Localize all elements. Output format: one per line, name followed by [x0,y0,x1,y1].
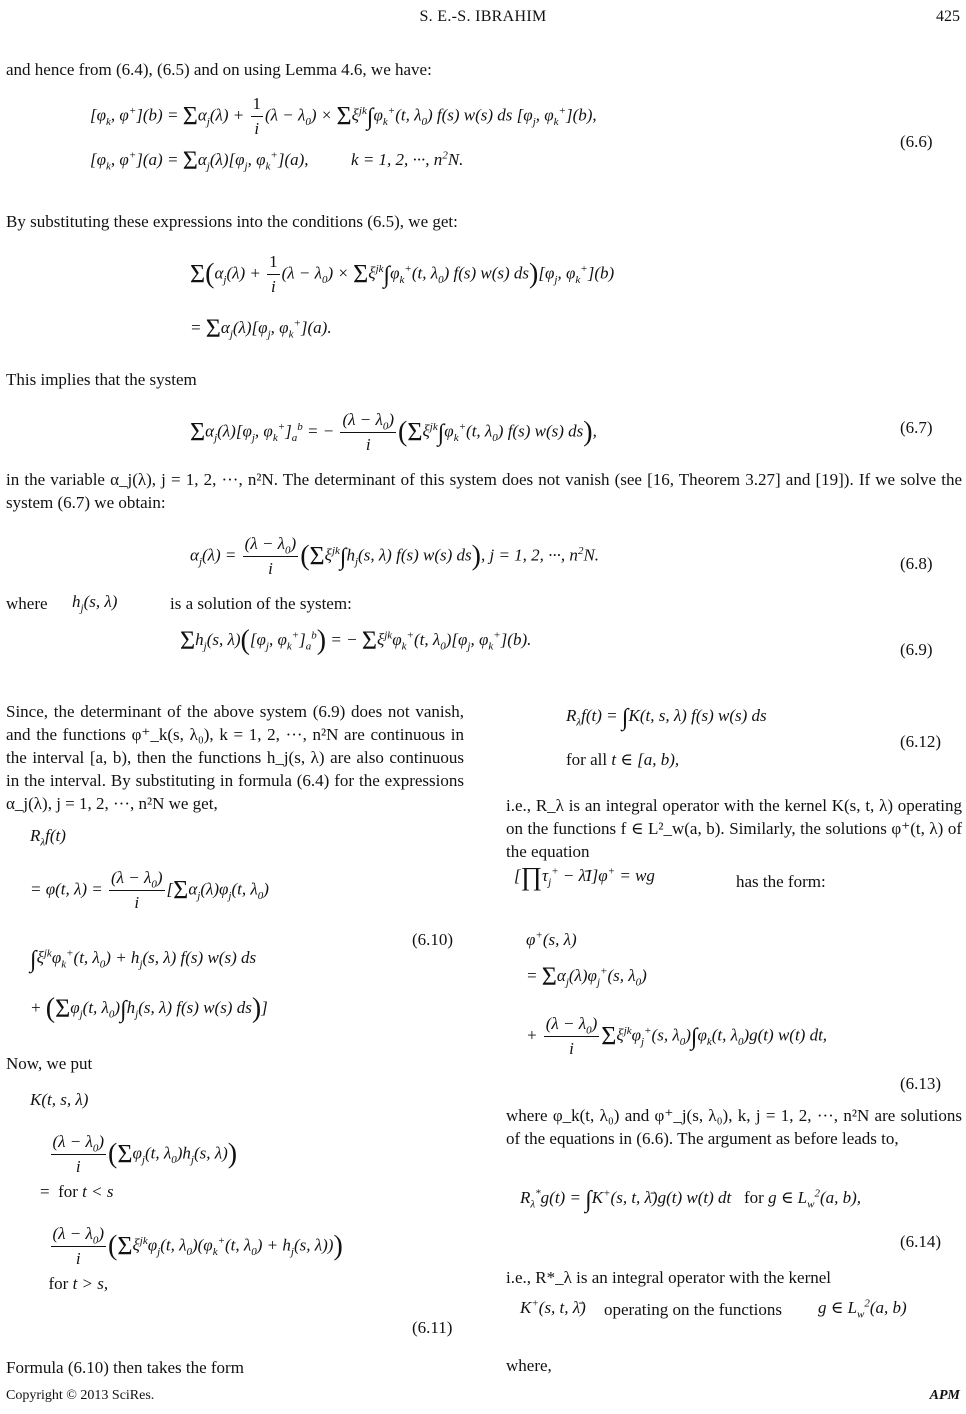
paragraph-implies: This implies that the system [6,370,197,389]
paragraph-integral-operator: i.e., R_λ is an integral operator with the kernel K(s, t, λ) operating on the functions f ∈ L²_w(a, b). Similarly, the solutions φ⁺(t, λ) of the equation [506,796,962,861]
equation-number-6-7: (6.7) [900,418,933,437]
equation-6-13-line-2: = $\Sigma\alpha_j(\lambda)\varphi_j^+(s$, $\lambda_0$) [526,962,647,991]
paragraph-where-label: where [6,594,48,613]
equation-6-9: $\Sigma h_j(s$, $\lambda)([\varphi_j$, $\varphi_k^+]_a^b$) = − $\Sigma\xi^{jk}\varphi_k^+(t$, $\lambda_0)[\varphi_j$, $\varphi_k^+](b)$. [180,625,532,656]
equation-conditions-line-2: = $\Sigma\alpha_j(\lambda)[\varphi_j$, $\varphi_k^+](a)$. [190,314,332,343]
equation-6-11-line-2: $\frac{(\lambda - \lambda_0)}{i}$ ($\Sigma\varphi_j(t$, $\lambda_0)h_j(s$, λ)) [52,1132,238,1176]
equation-conditions-line-1: $\Sigma(\alpha_j(\lambda)$ + $\frac{1}{i}$ $(\lambda - \lambda_0) \times \Sigma\xi^{jk}\int\varphi_k^+(t$, $\lambda_0$) f(s) w(s) $ds)[\varphi_j$, $\varphi_k^+](b)$ [190,252,615,296]
paragraph-where-final: where, [506,1356,552,1375]
inline-g-in-l2: g ∈ $L_w^2(a$, b) [818,1297,907,1321]
equation-6-10-line-3: $\int\xi^{jk}\varphi_k^+(t$, $\lambda_0) + h_j(s$, λ) f(s) w(s) ds [30,947,257,973]
equation-6-12-line-2: for all t ∈ [a, b), [566,750,680,769]
inline-h-j: $h_j(s$, λ) [72,592,118,615]
equation-number-6-8: (6.8) [900,554,933,573]
equation-number-6-13: (6.13) [900,1074,942,1093]
equation-6-11-line-1: K(t, s, λ) [30,1090,89,1109]
equation-number-6-12: (6.12) [900,732,942,751]
equation-6-11-line-4: $\frac{(\lambda - \lambda_0)}{i}$ ($\Sigma\xi^{jk}\varphi_j(t$, $\lambda_0)(\varphi_k^+(t$, $\lambda_0) + h_j(s$, λ))) [52,1224,343,1268]
paragraph-now-we-put: Now, we put [6,1054,93,1073]
equation-number-6-9: (6.9) [900,640,933,659]
page-number: 425 [936,8,960,25]
equation-6-11-line-3: = for t < s [40,1182,114,1201]
paragraph-has-the-form: has the form: [736,872,826,891]
paragraph-adjoint-operator: i.e., R*_λ is an integral operator with the kernel [506,1268,832,1287]
paragraph-continuity: Since, the determinant of the above system (6.9) does not vanish, and the functions φ⁺_k(s, λ₀), k = 1, 2, ···, n²N are continuous in the interval [a, b), then the functions h_j(s, λ) are also continuous in the interval. By substituting in formula (6.4) for the expressions α_j(λ), j = 1, 2, ···, n²N we get, [6,702,464,813]
equation-6-7: $\Sigma\alpha_j(\lambda)[\varphi_j$, $\varphi_k^+]_a^b$ = − $\frac{(\lambda - \lambda_0)}{i}$ ($\Sigma\xi^{jk}\int\varphi_k^+(t$, $\lambda_0$) f(s) w(s) ds), [190,410,597,454]
equation-6-12-line-1: $R_\lambda f(t) = \int K(t$, s, λ) f(s) w(s) ds [566,705,767,731]
equation-6-14: $R_\lambda^*g(t) = \int K^+(s$, t, λ̄)g(t) w(t) dt for g ∈ $L_w^2(a$, b), [520,1187,862,1213]
running-header [0,6,966,30]
equation-6-11-line-5: for t > s, [48,1274,109,1293]
equation-6-6-line-2: [$\varphi_k$, $\varphi^+](a) = \Sigma\alpha_j(\lambda)[\varphi_j$, $\varphi_k^+](a)$, k = 1, 2, ···, $n^2N$. [90,146,464,175]
paragraph-formula-form: Formula (6.10) then takes the form [6,1358,244,1377]
paragraph-substituting: By substituting these expressions into the conditions (6.5), we get: [6,212,458,231]
paragraph-intro: and hence from (6.4), (6.5) and on using Lemma 4.6, we have: [6,60,432,79]
equation-number-6-14: (6.14) [900,1232,942,1251]
equation-number-6-6: (6.6) [900,132,933,151]
inline-kernel-k-plus: K+(s, t, λ̄) [520,1297,586,1317]
equation-6-10-line-1: $R_\lambda f(t)$ [30,826,66,849]
equation-6-13-line-3: + $\frac{(\lambda - \lambda_0)}{i}$ $\Sigma\xi^{jk}\varphi_j^+(s$, $\lambda_0)\int\varphi_k(t$, $\lambda_0)g(t)$ w(t) dt, [526,1014,828,1058]
paragraph-solution-of-system: is a solution of the system: [170,594,352,613]
equation-6-10-line-4: + ($\Sigma\varphi_j(t$, $\lambda_0)\int h_j(s$, λ) f(s) w(s) ds)] [30,993,268,1024]
equation-6-10-line-2: = φ(t, λ) = $\frac{(\lambda - \lambda_0)}{i}$ [$\Sigma\alpha_j(\lambda)\varphi_j(t$, $\lambda_0$) [30,868,269,912]
equation-6-13-line-1: φ+(s, λ) [526,929,577,949]
paragraph-operating-on: operating on the functions [604,1300,782,1319]
equation-product-operator: [$\prod\tau_j^+$ − λ̄I]φ+ = wg [514,862,655,891]
paragraph-where-solutions: where φ_k(t, λ₀) and φ⁺_j(s, λ₀), k, j = 1, 2, ···, n²N are solutions of the equations in (6.6). The argument as before leads to, [506,1106,962,1148]
equation-6-8: $\alpha_j(\lambda)$ = $\frac{(\lambda - \lambda_0)}{i}$ ($\Sigma\xi^{jk}\int h_j(s$, λ) f(s) w(s) ds), j = 1, 2, ···, $n^2N$. [190,534,600,578]
running-title: S. E.-S. IBRAHIM [419,8,547,25]
journal-abbreviation: APM [929,1388,960,1403]
equation-number-6-11: (6.11) [412,1318,453,1337]
equation-number-6-10: (6.10) [412,930,454,949]
paragraph-determinant: in the variable α_j(λ), j = 1, 2, ···, n²N. The determinant of this system does not vanish (see [16, Theorem 3.27] and [19]). If we solve the system (6.7) we obtain: [6,470,962,512]
equation-6-6-line-1: [$\varphi_k$, $\varphi^+](b) = \Sigma\alpha_j(\lambda)$ + $\frac{1}{i}$ $(\lambda - \lambda_0) \times \Sigma\xi^{jk}\int\varphi_k^+(t$, $\lambda_0$) f(s) w(s) ds [$\varphi_j$, $\varphi_k^+](b)$, [90,94,597,138]
copyright-notice: Copyright © 2013 SciRes. [6,1388,155,1403]
